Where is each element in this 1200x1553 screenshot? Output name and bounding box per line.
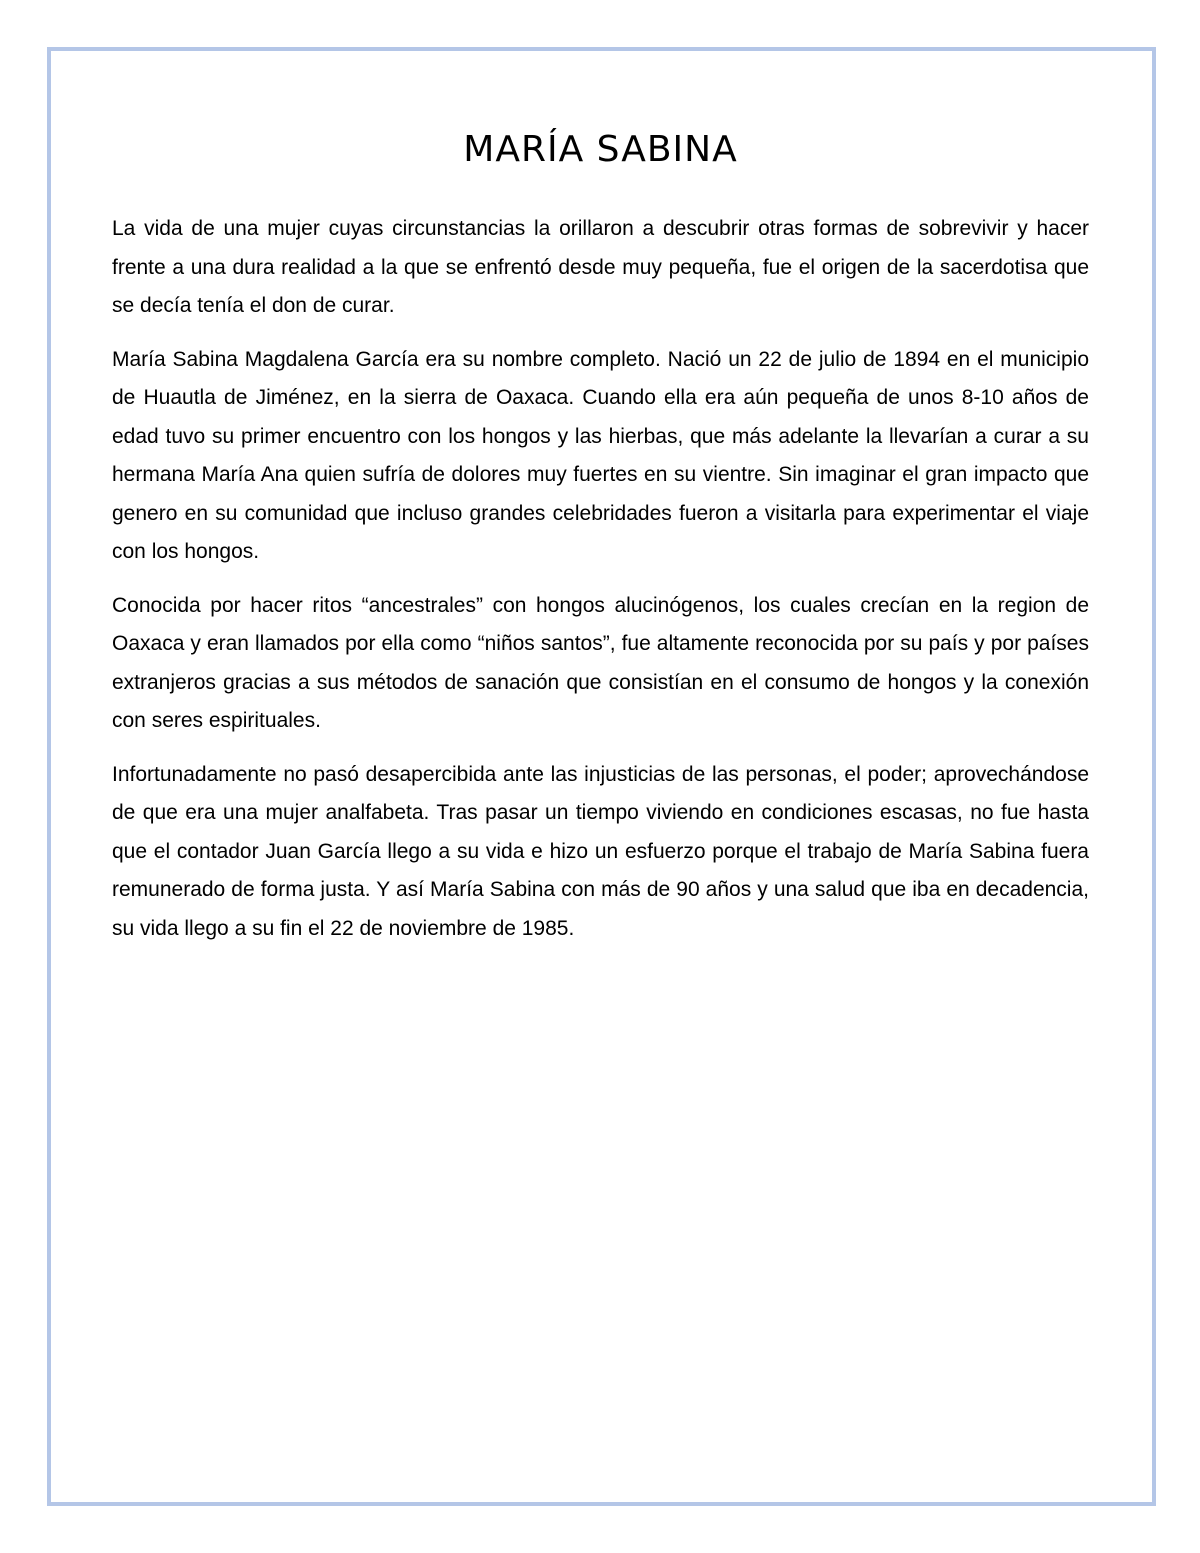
paragraph-intro: La vida de una mujer cuyas circunstancias la orillaron a descubrir otras formas de sobrevivir y hacer frente a una dura realidad a la que se enfrentó desde muy pequeña, fue el origen de la sacerdotisa que se decía tenía el don de curar. <box>112 217 1089 317</box>
paragraph-biography: María Sabina Magdalena García era su nombre completo. Nació un 22 de julio de 1894 en el municipio de Huautla de Jiménez, en la sierra de Oaxaca. Cuando ella era aún pequeña de unos 8-10 años de edad tuvo su primer encuentro con los hongos y las hierbas, que más adelante la llevarían a curar a su hermana María Ana quien sufría de dolores muy fuertes en su vientre. Sin imaginar el gran impacto que genero en su comunidad que incluso grandes celebridades fueron a visitarla para experimentar el viaje con los hongos. <box>112 347 1089 563</box>
paragraph-later-life: Infortunadamente no pasó desapercibida ante las injusticias de las personas, el poder; aprovechándose de que era una mujer analfabeta. Tras pasar un tiempo viviendo en condiciones escasas, no fue hasta que el contador Juan García llego a su vida e hizo un esfuerzo porque el trabajo de María Sabina fuera remunerado de forma justa. Y así María Sabina con más de 90 años y una salud que iba en decadencia, su vida llego a su fin el 22 de noviembre de 1985. <box>112 762 1089 940</box>
document-body <box>112 120 1089 963</box>
paragraph-rituals: Conocida por hacer ritos “ancestrales” con hongos alucinógenos, los cuales crecían en la region de Oaxaca y eran llamados por ella como “niños santos”, fue altamente reconocida por su país y por países extranjeros gracias a sus métodos de sanación que consistían en el consumo de hongos y la conexión con seres espirituales. <box>112 593 1089 732</box>
document-title: MARÍA SABINA <box>463 129 738 170</box>
